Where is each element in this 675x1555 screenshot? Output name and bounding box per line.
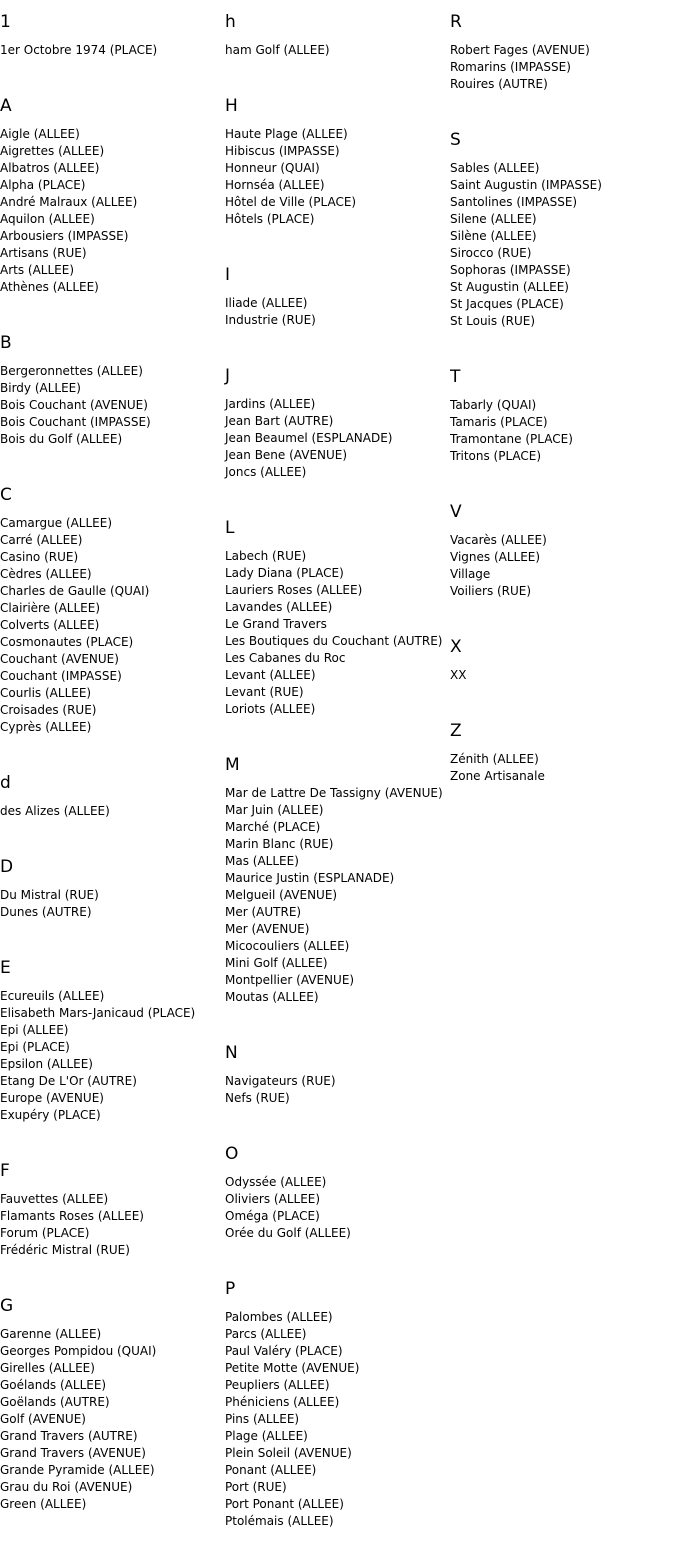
street-entry: St Jacques (PLACE) bbox=[450, 297, 564, 311]
street-entry: Marin Blanc (RUE) bbox=[225, 837, 334, 851]
street-entry: Lavandes (ALLEE) bbox=[225, 600, 333, 614]
street-entry: Labech (RUE) bbox=[225, 549, 307, 563]
street-entry: Santolines (IMPASSE) bbox=[450, 195, 578, 209]
street-entry: Les Boutiques du Couchant (AUTRE) bbox=[225, 634, 443, 648]
street-entry: Grand Travers (AUTRE) bbox=[0, 1429, 138, 1443]
street-entry: Ptolémais (ALLEE) bbox=[225, 1514, 334, 1528]
section-spacer bbox=[0, 736, 225, 761]
street-entry: Vacarès (ALLEE) bbox=[450, 533, 547, 547]
letter-section bbox=[0, 1161, 225, 1284]
letter-heading: T bbox=[450, 367, 461, 387]
street-entry: Micocouliers (ALLEE) bbox=[225, 939, 350, 953]
street-entry: Hôtel de Ville (PLACE) bbox=[225, 195, 357, 209]
street-entry: Orée du Golf (ALLEE) bbox=[225, 1226, 351, 1240]
street-entry: Parcs (ALLEE) bbox=[225, 1327, 307, 1341]
street-entry: Bois Couchant (IMPASSE) bbox=[0, 415, 151, 429]
street-entry: Honneur (QUAI) bbox=[225, 161, 320, 175]
street-entry: Girelles (ALLEE) bbox=[0, 1361, 95, 1375]
letter-section bbox=[0, 333, 225, 473]
street-entry: Lady Diana (PLACE) bbox=[225, 566, 344, 580]
street-entry: Tramontane (PLACE) bbox=[450, 432, 573, 446]
street-entry: Dunes (AUTRE) bbox=[0, 905, 92, 919]
letter-heading: X bbox=[450, 637, 462, 657]
street-entry: Voiliers (RUE) bbox=[450, 584, 532, 598]
street-entry: Camargue (ALLEE) bbox=[0, 516, 113, 530]
street-entry: Fauvettes (ALLEE) bbox=[0, 1192, 109, 1206]
street-entry: Forum (PLACE) bbox=[0, 1226, 90, 1240]
letter-section bbox=[0, 958, 225, 1149]
street-entry: Phéniciens (ALLEE) bbox=[225, 1395, 340, 1409]
letter-heading: N bbox=[225, 1043, 238, 1063]
street-entry: Jean Beaumel (ESPLANADE) bbox=[225, 431, 393, 445]
street-entry: Frédéric Mistral (RUE) bbox=[0, 1243, 130, 1257]
street-entry: Rouires (AUTRE) bbox=[450, 77, 548, 91]
letter-heading: G bbox=[0, 1296, 14, 1316]
street-entry: Tamaris (PLACE) bbox=[450, 415, 548, 429]
letter-section bbox=[225, 1043, 450, 1132]
street-entry: Garenne (ALLEE) bbox=[0, 1327, 102, 1341]
street-entry: Du Mistral (RUE) bbox=[0, 888, 99, 902]
section-spacer bbox=[225, 1242, 450, 1267]
street-entry: Epi (ALLEE) bbox=[0, 1023, 69, 1037]
letter-section bbox=[225, 518, 450, 743]
street-entry: Oliviers (ALLEE) bbox=[225, 1192, 321, 1206]
letter-section bbox=[450, 637, 675, 709]
street-entry: St Augustin (ALLEE) bbox=[450, 280, 569, 294]
section-spacer bbox=[225, 329, 450, 354]
street-entry: Tritons (PLACE) bbox=[450, 449, 542, 463]
street-entry: ham Golf (ALLEE) bbox=[225, 43, 330, 57]
street-entry: Flamants Roses (ALLEE) bbox=[0, 1209, 144, 1223]
street-entry: Grand Travers (AVENUE) bbox=[0, 1446, 146, 1460]
street-entry: Marché (PLACE) bbox=[225, 820, 321, 834]
street-entry: Port Ponant (ALLEE) bbox=[225, 1497, 344, 1511]
letter-section bbox=[225, 1279, 450, 1555]
section-spacer bbox=[0, 1513, 225, 1538]
street-entry: Joncs (ALLEE) bbox=[225, 465, 307, 479]
street-entry: Etang De L'Or (AUTRE) bbox=[0, 1074, 137, 1088]
section-spacer bbox=[450, 684, 675, 709]
street-entry: Green (ALLEE) bbox=[0, 1497, 87, 1511]
letter-heading: B bbox=[0, 333, 12, 353]
street-entry: Village bbox=[450, 567, 491, 581]
street-entry: Sables (ALLEE) bbox=[450, 161, 540, 175]
letter-heading: V bbox=[450, 502, 462, 522]
street-entry: Grande Pyramide (ALLEE) bbox=[0, 1463, 155, 1477]
street-entry: Sophoras (IMPASSE) bbox=[450, 263, 571, 277]
street-entry: Mar Juin (ALLEE) bbox=[225, 803, 324, 817]
letter-heading: C bbox=[0, 485, 12, 505]
street-entry: Moutas (ALLEE) bbox=[225, 990, 319, 1004]
street-entry: Petite Motte (AVENUE) bbox=[225, 1361, 360, 1375]
section-spacer bbox=[225, 481, 450, 506]
letter-section bbox=[225, 265, 450, 354]
street-entry: Mas (ALLEE) bbox=[225, 854, 299, 868]
street-entry: Georges Pompidou (QUAI) bbox=[0, 1344, 157, 1358]
street-index-column-1 bbox=[0, 0, 225, 1538]
street-entry: Zone Artisanale bbox=[450, 769, 545, 783]
street-entry: Zénith (ALLEE) bbox=[450, 752, 539, 766]
street-entry: Carré (ALLEE) bbox=[0, 533, 83, 547]
street-entry: Levant (RUE) bbox=[225, 685, 304, 699]
letter-section bbox=[0, 485, 225, 761]
street-entry: Clairière (ALLEE) bbox=[0, 601, 101, 615]
street-entry: Lauriers Roses (ALLEE) bbox=[225, 583, 363, 597]
section-spacer bbox=[0, 296, 225, 321]
street-entry: Maurice Justin (ESPLANADE) bbox=[225, 871, 395, 885]
section-spacer bbox=[0, 1259, 225, 1284]
street-entry: Cèdres (ALLEE) bbox=[0, 567, 92, 581]
section-spacer bbox=[450, 600, 675, 625]
street-entry: Hornséa (ALLEE) bbox=[225, 178, 325, 192]
letter-heading: J bbox=[225, 366, 231, 386]
street-entry: Aigle (ALLEE) bbox=[0, 127, 80, 141]
letter-section bbox=[0, 1296, 225, 1538]
letter-heading: P bbox=[225, 1279, 236, 1299]
letter-heading: D bbox=[0, 857, 14, 877]
section-spacer bbox=[450, 93, 675, 118]
letter-heading: O bbox=[225, 1144, 239, 1164]
street-entry: Robert Fages (AVENUE) bbox=[450, 43, 590, 57]
street-entry: Hibiscus (IMPASSE) bbox=[225, 144, 340, 158]
letter-heading: M bbox=[225, 755, 240, 775]
street-entry: Silene (ALLEE) bbox=[450, 212, 537, 226]
street-entry: Saint Augustin (IMPASSE) bbox=[450, 178, 602, 192]
street-entry: Loriots (ALLEE) bbox=[225, 702, 316, 716]
section-spacer bbox=[0, 820, 225, 845]
street-entry: André Malraux (ALLEE) bbox=[0, 195, 138, 209]
letter-section bbox=[0, 96, 225, 321]
letter-section bbox=[450, 502, 675, 625]
street-entry: Plage (ALLEE) bbox=[225, 1429, 308, 1443]
section-spacer bbox=[225, 1107, 450, 1132]
section-spacer bbox=[450, 465, 675, 490]
street-entry: Paul Valéry (PLACE) bbox=[225, 1344, 343, 1358]
street-entry: St Louis (RUE) bbox=[450, 314, 536, 328]
section-spacer bbox=[0, 448, 225, 473]
street-entry: Athènes (ALLEE) bbox=[0, 280, 99, 294]
street-entry: Albatros (ALLEE) bbox=[0, 161, 100, 175]
street-entry: Elisabeth Mars-Janicaud (PLACE) bbox=[0, 1006, 196, 1020]
street-entry: Aquilon (ALLEE) bbox=[0, 212, 95, 226]
letter-heading: S bbox=[450, 130, 461, 150]
section-spacer bbox=[450, 330, 675, 355]
street-entry: Jean Bart (AUTRE) bbox=[225, 414, 334, 428]
street-entry: Goëlands (AUTRE) bbox=[0, 1395, 110, 1409]
street-entry: Ecureuils (ALLEE) bbox=[0, 989, 105, 1003]
street-index-column-3 bbox=[450, 0, 675, 810]
street-entry: Couchant (AVENUE) bbox=[0, 652, 119, 666]
street-entry: Les Cabanes du Roc bbox=[225, 651, 346, 665]
street-entry: Charles de Gaulle (QUAI) bbox=[0, 584, 150, 598]
street-entry: Grau du Roi (AVENUE) bbox=[0, 1480, 133, 1494]
street-entry: 1er Octobre 1974 (PLACE) bbox=[0, 43, 158, 57]
street-entry: Odyssée (ALLEE) bbox=[225, 1175, 327, 1189]
street-entry: Industrie (RUE) bbox=[225, 313, 316, 327]
street-index-column-2 bbox=[225, 0, 450, 1555]
street-entry: Haute Plage (ALLEE) bbox=[225, 127, 348, 141]
letter-heading: I bbox=[225, 265, 231, 285]
letter-heading: H bbox=[225, 96, 238, 116]
section-spacer bbox=[225, 59, 450, 84]
letter-section bbox=[225, 366, 450, 506]
street-entry: Alpha (PLACE) bbox=[0, 178, 86, 192]
street-entry: Artisans (RUE) bbox=[0, 246, 87, 260]
letter-heading: F bbox=[0, 1161, 10, 1181]
section-spacer bbox=[450, 785, 675, 810]
letter-section bbox=[450, 367, 675, 490]
letter-section bbox=[225, 755, 450, 1031]
street-entry: Bergeronnettes (ALLEE) bbox=[0, 364, 143, 378]
street-entry: Goélands (ALLEE) bbox=[0, 1378, 107, 1392]
street-entry: Vignes (ALLEE) bbox=[450, 550, 541, 564]
section-spacer bbox=[225, 228, 450, 253]
street-entry: Mer (AUTRE) bbox=[225, 905, 302, 919]
street-entry: Iliade (ALLEE) bbox=[225, 296, 308, 310]
section-spacer bbox=[225, 718, 450, 743]
letter-section bbox=[0, 773, 225, 845]
letter-section bbox=[225, 1144, 450, 1267]
street-entry: Mar de Lattre De Tassigny (AVENUE) bbox=[225, 786, 443, 800]
letter-heading: L bbox=[225, 518, 235, 538]
street-entry: Arbousiers (IMPASSE) bbox=[0, 229, 129, 243]
letter-heading: R bbox=[450, 12, 462, 32]
street-entry: Golf (AVENUE) bbox=[0, 1412, 86, 1426]
letter-heading: E bbox=[0, 958, 11, 978]
street-entry: Navigateurs (RUE) bbox=[225, 1074, 336, 1088]
street-entry: Arts (ALLEE) bbox=[0, 263, 75, 277]
street-entry: Oméga (PLACE) bbox=[225, 1209, 320, 1223]
letter-heading: h bbox=[225, 12, 236, 32]
street-entry: Peupliers (ALLEE) bbox=[225, 1378, 330, 1392]
street-entry: Levant (ALLEE) bbox=[225, 668, 316, 682]
section-spacer bbox=[0, 921, 225, 946]
street-entry: Courlis (ALLEE) bbox=[0, 686, 92, 700]
street-entry: Croisades (RUE) bbox=[0, 703, 97, 717]
street-entry: Europe (AVENUE) bbox=[0, 1091, 104, 1105]
street-entry: Melgueil (AVENUE) bbox=[225, 888, 338, 902]
street-entry: Ponant (ALLEE) bbox=[225, 1463, 317, 1477]
street-entry: Silène (ALLEE) bbox=[450, 229, 537, 243]
street-entry: Romarins (IMPASSE) bbox=[450, 60, 571, 74]
street-entry: Pins (ALLEE) bbox=[225, 1412, 300, 1426]
letter-heading: A bbox=[0, 96, 12, 116]
street-entry: Epi (PLACE) bbox=[0, 1040, 70, 1054]
letter-section bbox=[225, 12, 450, 84]
street-entry: Casino (RUE) bbox=[0, 550, 79, 564]
street-entry: Plein Soleil (AVENUE) bbox=[225, 1446, 352, 1460]
street-entry: Mer (AVENUE) bbox=[225, 922, 310, 936]
street-entry: Couchant (IMPASSE) bbox=[0, 669, 122, 683]
letter-section bbox=[450, 12, 675, 118]
street-entry: Bois Couchant (AVENUE) bbox=[0, 398, 148, 412]
section-spacer bbox=[225, 1006, 450, 1031]
street-entry: Nefs (RUE) bbox=[225, 1091, 290, 1105]
letter-section bbox=[225, 96, 450, 253]
street-entry: Exupéry (PLACE) bbox=[0, 1108, 101, 1122]
street-entry: Cyprès (ALLEE) bbox=[0, 720, 92, 734]
street-entry: Le Grand Travers bbox=[225, 617, 327, 631]
street-entry: Birdy (ALLEE) bbox=[0, 381, 81, 395]
street-entry: Sirocco (RUE) bbox=[450, 246, 532, 260]
street-entry: Jean Bene (AVENUE) bbox=[225, 448, 348, 462]
street-entry: Mini Golf (ALLEE) bbox=[225, 956, 328, 970]
letter-section bbox=[0, 12, 225, 84]
letter-section bbox=[0, 857, 225, 946]
street-entry: Palombes (ALLEE) bbox=[225, 1310, 333, 1324]
street-entry: Colverts (ALLEE) bbox=[0, 618, 100, 632]
letter-heading: d bbox=[0, 773, 11, 793]
street-entry: Cosmonautes (PLACE) bbox=[0, 635, 134, 649]
street-entry: Aigrettes (ALLEE) bbox=[0, 144, 105, 158]
section-spacer bbox=[225, 1530, 450, 1555]
street-entry: Hôtels (PLACE) bbox=[225, 212, 315, 226]
street-entry: Tabarly (QUAI) bbox=[450, 398, 537, 412]
street-entry: Epsilon (ALLEE) bbox=[0, 1057, 93, 1071]
street-entry: Jardins (ALLEE) bbox=[225, 397, 316, 411]
street-entry: XX bbox=[450, 668, 467, 682]
letter-section bbox=[450, 130, 675, 355]
letter-heading: 1 bbox=[0, 12, 11, 32]
street-entry: des Alizes (ALLEE) bbox=[0, 804, 110, 818]
section-spacer bbox=[0, 1124, 225, 1149]
street-entry: Port (RUE) bbox=[225, 1480, 287, 1494]
letter-heading: Z bbox=[450, 721, 462, 741]
section-spacer bbox=[0, 59, 225, 84]
street-entry: Montpellier (AVENUE) bbox=[225, 973, 355, 987]
letter-section bbox=[450, 721, 675, 810]
street-entry: Bois du Golf (ALLEE) bbox=[0, 432, 123, 446]
